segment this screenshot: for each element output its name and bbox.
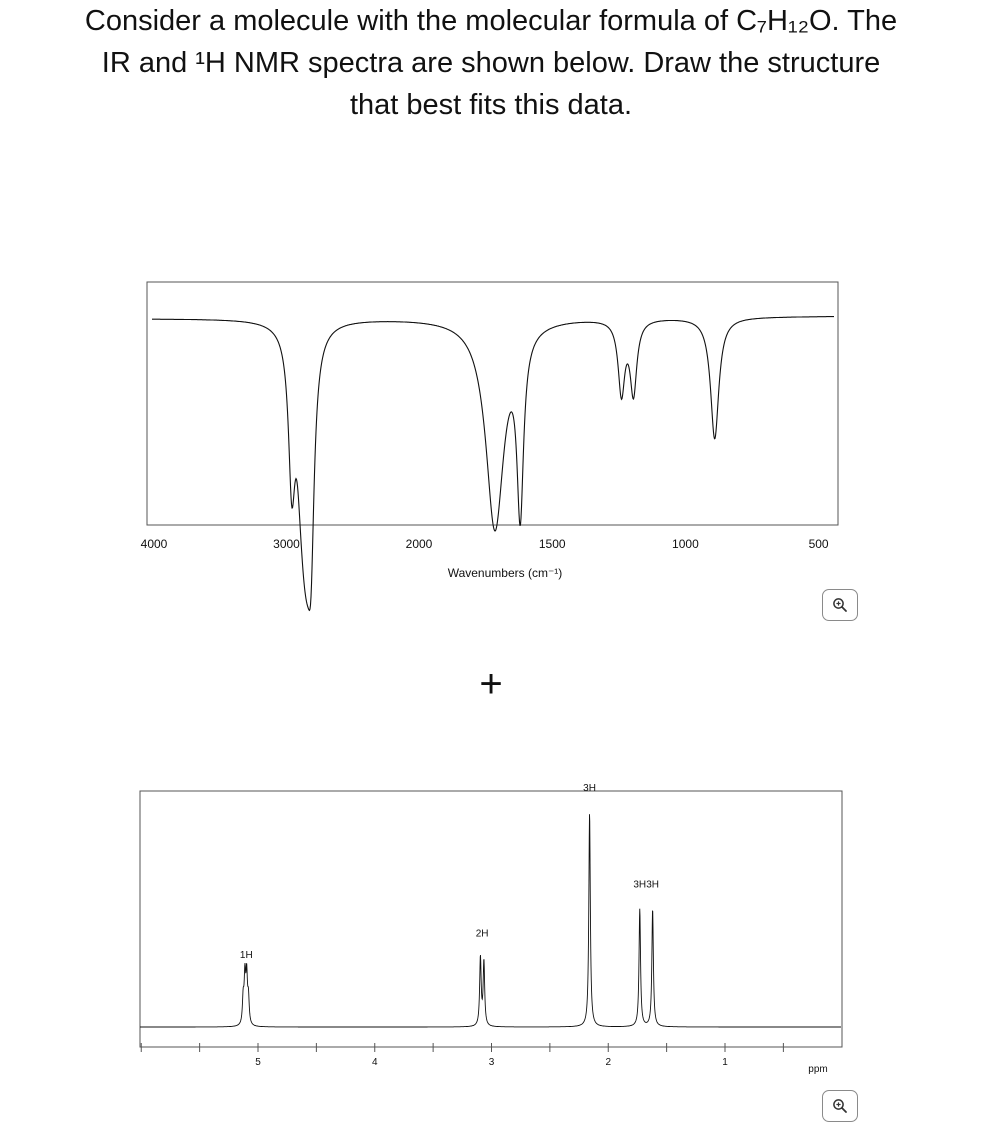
ir-tick-label: 2000 [405,537,433,551]
nmr-tick-label: 3 [488,1057,495,1068]
nmr-spectrum-chart [0,780,982,1080]
nmr-spectrum-line [140,814,841,1027]
nmr-tick-label: 4 [371,1057,378,1068]
ir-zoom-button[interactable] [822,589,858,621]
question-line-1: Consider a molecule with the molecular formula of C₇H₁₂O. The [84,5,898,37]
nmr-x-axis-label: ppm [808,1064,828,1075]
nmr-integration-label: 2H [475,928,489,940]
nmr-tick-label: 1 [722,1057,728,1068]
ir-plot-frame [147,282,838,525]
question-line-3: that best fits this data. [349,89,633,121]
ir-tick-label: 1000 [672,537,699,551]
ir-tick-label: 500 [808,537,829,551]
nmr-tick-label: 5 [255,1057,261,1068]
plus-separator: + [479,662,503,706]
ir-x-tick-labels [141,537,829,551]
nmr-zoom-button[interactable] [822,1090,858,1122]
question-line-2: IR and ¹H NMR spectra are shown below. Draw the structure [101,47,881,79]
question-text [0,0,982,126]
nmr-integration-labels [240,783,659,961]
ir-tick-label: 3000 [273,537,300,551]
nmr-plot-frame [140,791,842,1047]
zoom-in-icon [832,1098,848,1114]
nmr-integration-label: 1H [239,949,253,961]
nmr-integration-label: 3H [646,879,660,891]
ir-tick-label: 1500 [538,537,566,551]
zoom-in-icon [832,597,848,613]
nmr-tick-label: 2 [605,1057,612,1068]
ir-tick-label: 4000 [140,537,168,551]
ir-spectrum-chart [0,270,982,590]
nmr-integration-label: 3H [583,783,596,794]
ir-x-axis-label: Wavenumbers (cm⁻¹) [447,566,563,580]
nmr-integration-label: 3H [633,879,647,891]
